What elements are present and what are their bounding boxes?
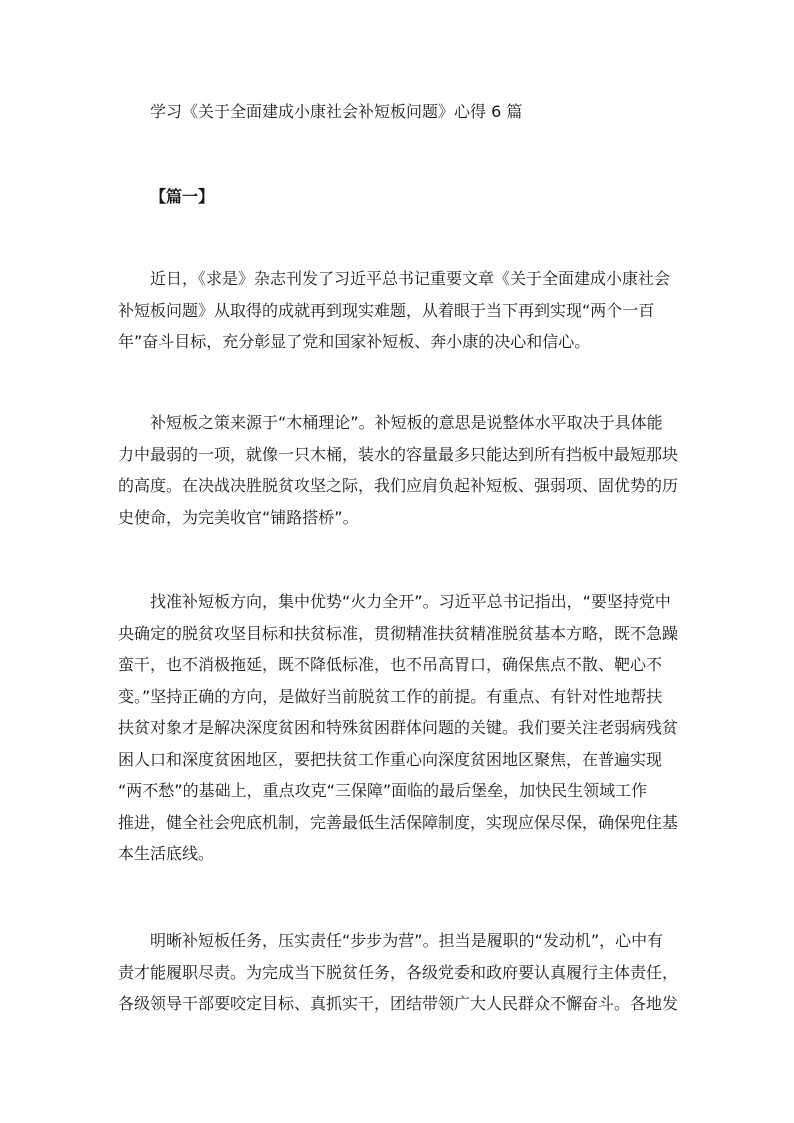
- paragraph-line: 本生活底线。: [118, 844, 215, 863]
- paragraph-line: 推进，健全社会兜底机制，完善最低生活保障制度，实现应保尽保，确保兜住基: [118, 812, 679, 832]
- paragraph-line: 的高度。在决战决胜脱贫攻坚之际，我们应肩负起补短板、强弱项、固优势的历: [118, 476, 679, 495]
- paragraph-line: 扶贫对象才是解决深度贫困和特殊贫困群体问题的关键。我们要关注老弱病残贫: [118, 718, 679, 737]
- paragraph-line: 困人口和深度贫困地区，要把扶贫工作重心向深度贫困地区聚焦，在普遍实现: [118, 749, 663, 769]
- paragraph-line: 年”奋斗目标，充分彰显了党和国家补短板、奔小康的决心和信心。: [118, 332, 591, 351]
- paragraph-line: 蛮干，也不消极拖延，既不降低标准，也不吊高胃口，确保焦点不散、靶心不: [118, 655, 663, 674]
- document-title: 学习《关于全面建成小康社会补短板问题》心得 6 篇: [150, 102, 523, 121]
- paragraph-line: 补短板问题》从取得的成就再到现实难题，从着眼于当下再到实现“两个一百: [118, 300, 655, 320]
- paragraph-1: [118, 263, 688, 358]
- paragraph-line: 变。”坚持正确的方向，是做好当前脱贫工作的前提。有重点、有针对性地帮扶: [118, 686, 663, 706]
- paragraph-line: 补短板之策来源于“木桶理论”。补短板的意思是说整体水平取决于具体能: [150, 413, 663, 432]
- paragraph-line: 责才能履职尽责。为完成当下脱贫任务，各级党委和政府要认真履行主体责任，: [118, 962, 679, 982]
- paragraph-line: 明晰补短板任务，压实责任“步步为营”。担当是履职的“发动机”，心中有: [150, 931, 664, 950]
- section-heading: 【篇一】: [150, 187, 215, 206]
- paragraph-line: 史使命，为完美收官“铺路搭桥”。: [118, 507, 359, 527]
- paragraph-line: 各级领导干部要咬定目标、真抓实干，团结带领广大人民群众不懈奋斗。各地发: [118, 994, 679, 1013]
- paragraph-3: [118, 586, 688, 870]
- paragraph-line: 近日，《求是》杂志刊发了习近平总书记重要文章《关于全面建成小康社会: [150, 269, 671, 288]
- paragraph-4: [118, 925, 688, 1020]
- paragraph-line: 央确定的脱贫攻坚目标和扶贫标准，贯彻精准扶贫精准脱贫基本方略，既不急躁: [118, 623, 679, 643]
- paragraph-line: 力中最弱的一项，就像一只木桶，装水的容量最多只能达到所有挡板中最短那块: [118, 444, 679, 464]
- paragraph-line: “两不愁”的基础上，重点攻克“三保障”面临的最后堡垒，加快民生领域工作: [118, 781, 648, 800]
- paragraph-line: 找准补短板方向，集中优势“火力全开”。习近平总书记指出，“要坚持党中: [150, 592, 671, 611]
- paragraph-2: [118, 407, 688, 533]
